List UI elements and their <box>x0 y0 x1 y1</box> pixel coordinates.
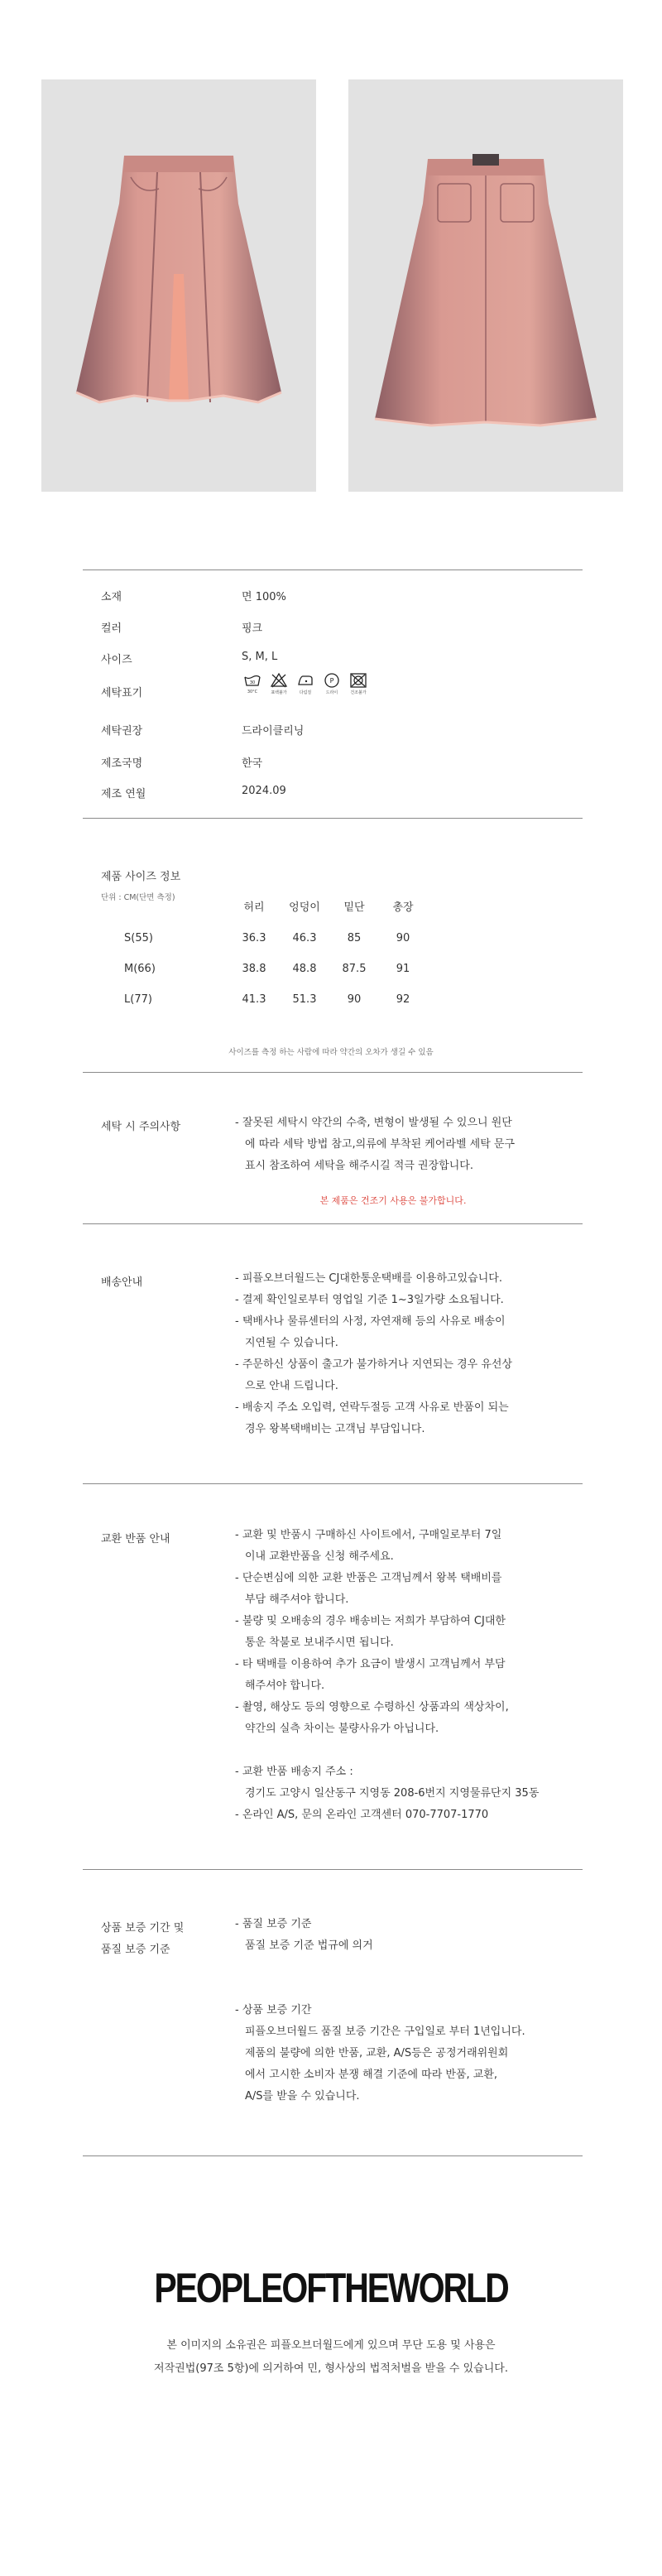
shipping-line: 경우 왕복택배비는 고객님 부담입니다. <box>245 1423 425 1435</box>
warranty-line: 에서 고시한 소비자 분쟁 해결 기준에 따라 반품, 교환, <box>245 2069 498 2081</box>
shipping-text <box>235 1268 512 1440</box>
returns-line: 이내 교환반품을 신청 해주세요. <box>245 1550 394 1563</box>
size-cell: 41.3 <box>242 993 266 1006</box>
svg-text:P: P <box>329 677 334 685</box>
size-cell: 90 <box>347 993 362 1006</box>
warranty-line: A/S를 받을 수 있습니다. <box>245 2090 360 2103</box>
shipping-line: - 배송지 주소 오입력, 연락두절등 고객 사유로 반품이 되는 <box>235 1401 509 1414</box>
spec-value-color: 핑크 <box>242 622 263 635</box>
returns-line: 부담 해주셔야 합니다. <box>245 1593 349 1606</box>
returns-line: - 교환 반품 배송지 주소 : <box>235 1766 353 1778</box>
hand-wash-30-icon <box>242 672 263 695</box>
size-row-label: L(77) <box>124 993 152 1006</box>
care-caption: 건조불가 <box>350 690 367 695</box>
returns-line: 통운 착불로 보내주시면 됩니다. <box>245 1636 394 1649</box>
returns-line: - 타 택배를 이용하여 추가 요금이 발생시 고객님께서 부담 <box>235 1658 506 1670</box>
size-cell: 36.3 <box>242 932 266 944</box>
care-icons <box>242 672 369 695</box>
size-cell: 90 <box>396 932 410 944</box>
care-caption: 표백불가 <box>271 690 287 695</box>
shipping-line: - 피플오브더월드는 CJ대한통운택배를 이용하고있습니다. <box>235 1272 502 1285</box>
warranty-label: 품질 보증 기준 <box>101 1944 170 1956</box>
returns-text <box>235 1525 539 1826</box>
care-caption: 다림질 <box>299 690 312 695</box>
size-cell: 38.8 <box>242 963 266 975</box>
spec-value-manufacture-date: 2024.09 <box>242 785 286 797</box>
washing-label: 세탁 시 주의사항 <box>101 1121 181 1133</box>
care-caption: 30°C <box>247 690 258 694</box>
size-row-label: S(55) <box>124 932 153 944</box>
returns-label: 교환 반품 안내 <box>101 1533 170 1545</box>
warranty-label: 상품 보증 기간 및 <box>101 1922 185 1934</box>
shipping-line: - 주문하신 상품이 출고가 불가하거나 지연되는 경우 유선상 <box>235 1358 513 1371</box>
size-col-length: 총장 <box>392 901 414 914</box>
warranty-line <box>235 1957 525 1978</box>
size-cell: 46.3 <box>292 932 317 944</box>
size-chart-title: 제품 사이즈 정보 <box>101 871 181 883</box>
warranty-line: 피플오브더월드 품질 보증 기간은 구입일로 부터 1년입니다. <box>245 2026 525 2038</box>
size-cell: 91 <box>396 963 410 975</box>
shipping-line: 으로 안내 드립니다. <box>245 1380 338 1392</box>
product-photo-back <box>348 79 623 492</box>
size-chart-note: 사이즈를 측정 하는 사람에 따라 약간의 오차가 생길 수 있음 <box>228 1048 434 1057</box>
size-cell: 85 <box>347 932 362 944</box>
washing-line: - 잘못된 세탁시 약간의 수축, 변형이 발생될 수 있으니 원단 <box>235 1117 512 1129</box>
dryer-warning: 본 제품은 건조기 사용은 불가합니다. <box>319 1195 467 1206</box>
divider <box>83 818 583 819</box>
spec-value-country: 한국 <box>242 757 263 770</box>
spec-value-material: 면 100% <box>242 591 286 603</box>
size-chart-unit: 단위 : CM(단면 측정) <box>101 893 175 902</box>
returns-line: - 불량 및 오배송의 경우 배송비는 저희가 부담하여 CJ대한 <box>235 1615 506 1627</box>
shipping-line: - 택배사나 물류센터의 사정, 자연재해 등의 사유로 배송이 <box>235 1315 506 1328</box>
washing-line: 표시 참조하여 세탁을 해주시길 적극 권장합니다. <box>245 1160 473 1172</box>
divider <box>83 1483 583 1484</box>
shipping-line: 지연될 수 있습니다. <box>245 1337 338 1349</box>
product-photo-front <box>41 79 316 492</box>
warranty-line: 품질 보증 기준 법규에 의거 <box>245 1939 373 1952</box>
spec-label-country: 제조국명 <box>101 757 143 770</box>
dry-clean-icon <box>321 672 343 695</box>
warranty-line: - 품질 보증 기준 <box>235 1918 312 1930</box>
divider <box>83 1223 583 1224</box>
size-col-hip: 엉덩이 <box>289 901 320 914</box>
care-caption: 드라이 <box>325 690 338 695</box>
spec-value-wash-recommend: 드라이클리닝 <box>242 725 305 738</box>
copyright-line: 저작권법(97조 5항)에 의거하여 민, 형사상의 법적처벌을 받을 수 있습니다. <box>154 2362 508 2375</box>
warranty-text <box>235 1914 525 2107</box>
divider <box>83 2155 583 2156</box>
skirt-back-image <box>348 79 623 492</box>
copyright-line: 본 이미지의 소유권은 피플오브더월드에게 있으며 무단 도용 및 사용은 <box>166 2339 496 2352</box>
spec-label-color: 컬러 <box>101 622 122 635</box>
return-address: 경기도 고양시 일산동구 지영동 208-6번지 지영물류단지 35동 <box>245 1787 540 1800</box>
shipping-label: 배송안내 <box>101 1276 143 1289</box>
brand-logo: PEOPLEOFTHEWORLD <box>154 2265 508 2311</box>
returns-line <box>235 1740 539 1761</box>
size-cell: 87.5 <box>342 963 367 975</box>
divider <box>83 1869 583 1870</box>
spec-label-material: 소재 <box>101 591 122 603</box>
shipping-line: - 결제 확인일로부터 영업일 기준 1~3일가량 소요됩니다. <box>235 1294 504 1306</box>
size-cell: 48.8 <box>292 963 317 975</box>
no-bleach-icon <box>268 672 290 695</box>
iron-low-icon <box>295 672 316 695</box>
spec-label-wash-recommend: 세탁권장 <box>101 725 143 738</box>
warranty-line: 제품의 불량에 의한 반품, 교환, A/S등은 공정거래위원회 <box>245 2047 509 2059</box>
returns-line: 약간의 실측 차이는 불량사유가 아닙니다. <box>245 1723 439 1735</box>
spec-label-care: 세탁표기 <box>101 687 143 699</box>
svg-text:30: 30 <box>249 680 256 685</box>
spec-label-size: 사이즈 <box>101 654 132 666</box>
washing-text <box>235 1113 515 1177</box>
size-col-waist: 허리 <box>243 901 265 914</box>
returns-line: - 온라인 A/S, 문의 온라인 고객센터 070-7707-1770 <box>235 1809 489 1821</box>
returns-line: 해주셔야 합니다. <box>245 1680 325 1692</box>
skirt-front-image <box>41 79 316 492</box>
warranty-line <box>235 1978 525 2000</box>
size-cell: 92 <box>396 993 410 1006</box>
size-cell: 51.3 <box>292 993 317 1006</box>
washing-line: 에 따라 세탁 방법 참고,의류에 부착된 케어라벨 세탁 문구 <box>245 1138 516 1151</box>
spec-label-manufacture-date: 제조 연월 <box>101 788 146 800</box>
divider <box>83 1072 583 1073</box>
warranty-line: - 상품 보증 기간 <box>235 2004 312 2016</box>
returns-line: - 촬영, 해상도 등의 영향으로 수령하신 상품과의 색상차이, <box>235 1701 509 1713</box>
returns-line: - 교환 및 반품시 구매하신 사이트에서, 구매일로부터 7일 <box>235 1529 502 1541</box>
size-col-hem: 밑단 <box>343 901 365 914</box>
no-tumble-dry-icon <box>348 672 369 695</box>
spec-value-size: S, M, L <box>242 651 278 663</box>
returns-line: - 단순변심에 의한 교환 반품은 고객님께서 왕복 택배비를 <box>235 1572 502 1584</box>
size-row-label: M(66) <box>124 963 156 975</box>
